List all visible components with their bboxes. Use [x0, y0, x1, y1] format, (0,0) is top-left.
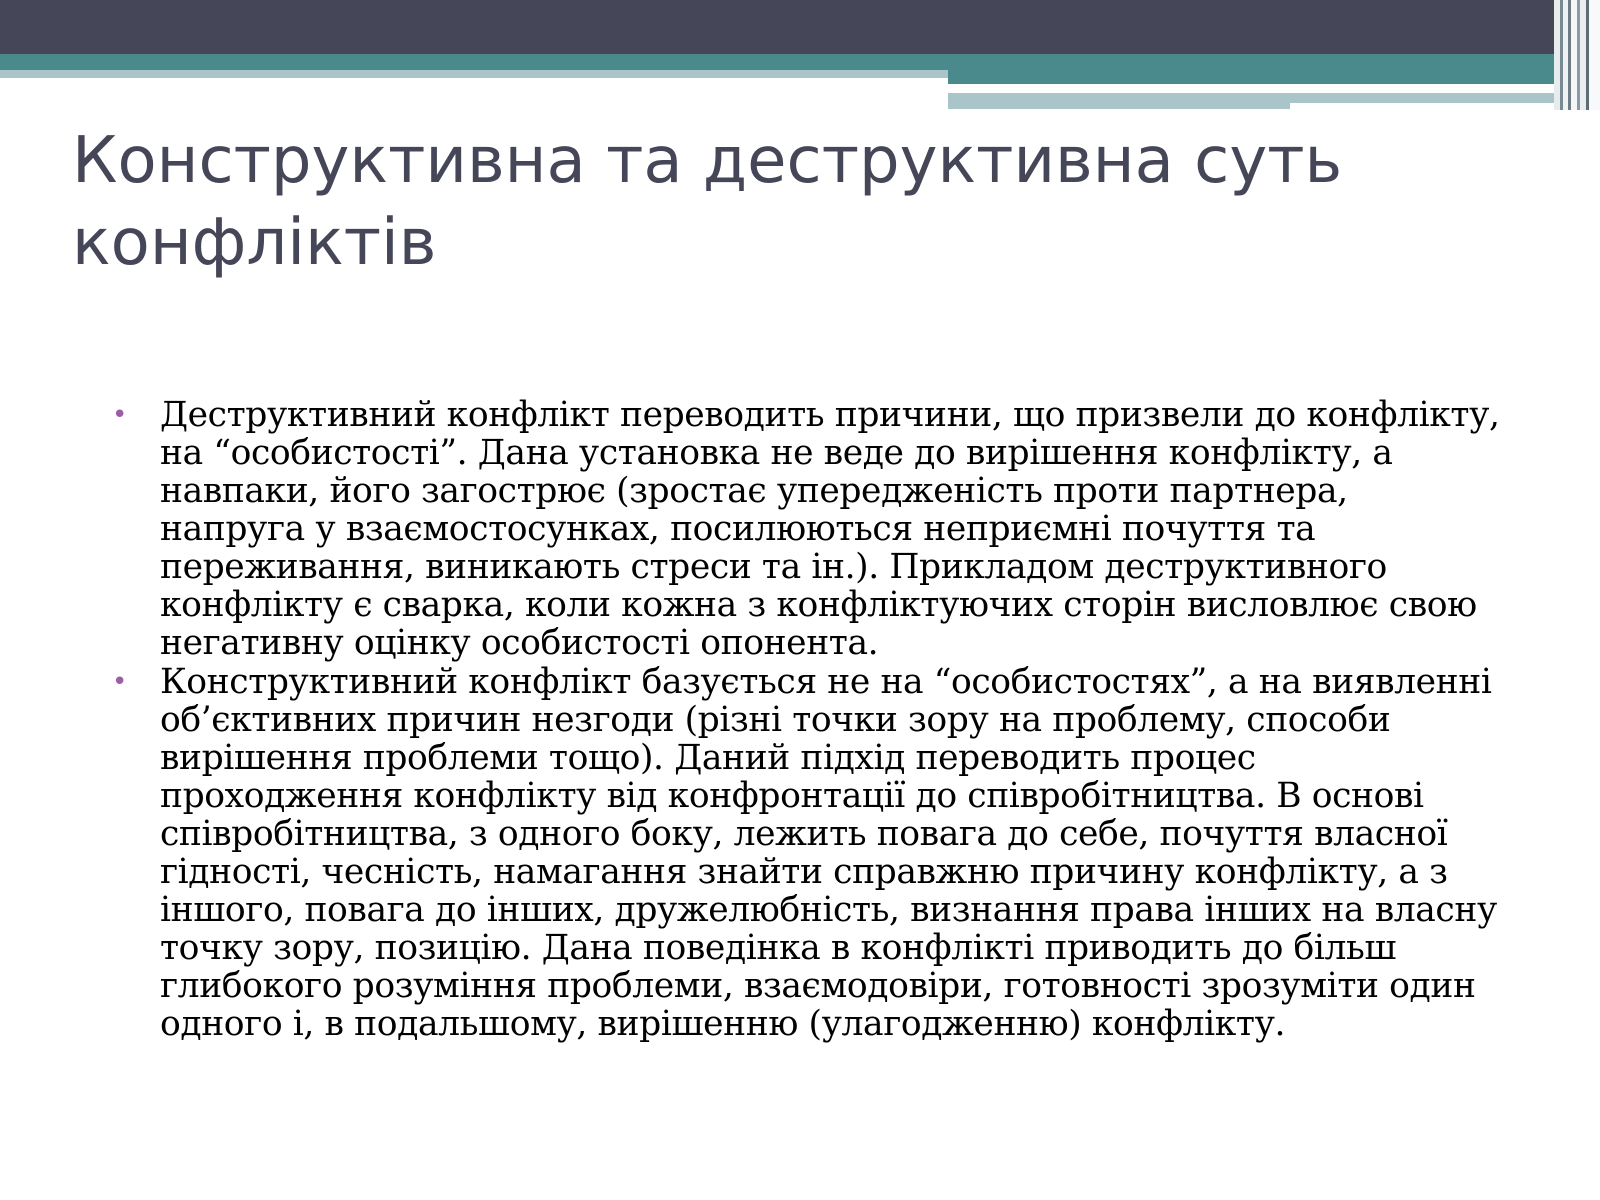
- edge-stripes: [1554, 0, 1600, 110]
- bullet-text: Деструктивний конфлікт переводить причини, що призвели до конфлікту, на “особистості”. Дана установка не веде до вирішення конфлікту, а навпаки, його загострює (зростає упередженість проти партнера, напруга у взаємостосунках, посилюються неприємні почуття та переживання, виникають стреси та ін.). Прикладом деструктивного конфлікту є сварка, коли кожна з конфліктуючих сторін висловлює свою негативну оцінку особистості опонента.: [160, 395, 1500, 663]
- header-band-teal-right: [948, 70, 1600, 84]
- header-band-dark: [0, 0, 1600, 54]
- bullet-list: [112, 396, 1502, 1044]
- bullet-item-destructive: [112, 396, 1502, 662]
- header-band-divider: [948, 87, 1480, 91]
- bullet-marker: •: [112, 400, 127, 430]
- slide-title: Конструктивна та деструктивна суть конфліктів: [72, 124, 1343, 280]
- bullet-marker: •: [112, 667, 127, 697]
- bullet-item-constructive: [112, 663, 1502, 1043]
- header-band-light-right-short: [1290, 93, 1560, 103]
- header-band-light-right: [948, 93, 1290, 109]
- header-band-light-left: [0, 70, 948, 78]
- bullet-text: Конструктивний конфлікт базується не на “особистостях”, а на виявленні об’єктивних причин незгоди (різні точки зору на проблему, способи вирішення проблеми тощо). Даний підхід переводить процес проходження конфлікту від конфронтації до співробітництва. В основі співробітництва, з одного боку, лежить повага до себе, почуття власної гідності, чесність, намагання знайти справжню причину конфлікту, а з іншого, повага до інших, дружелюбність, визнання права інших на власну точку зору, позицію. Дана поведінка в конфлікті приводить до більш глибокого розуміння проблеми, взаємодовіри, готовності зрозуміти один одного і, в подальшому, вирішенню (улагодженню) конфлікту.: [160, 662, 1497, 1044]
- header-band-teal: [0, 54, 1600, 70]
